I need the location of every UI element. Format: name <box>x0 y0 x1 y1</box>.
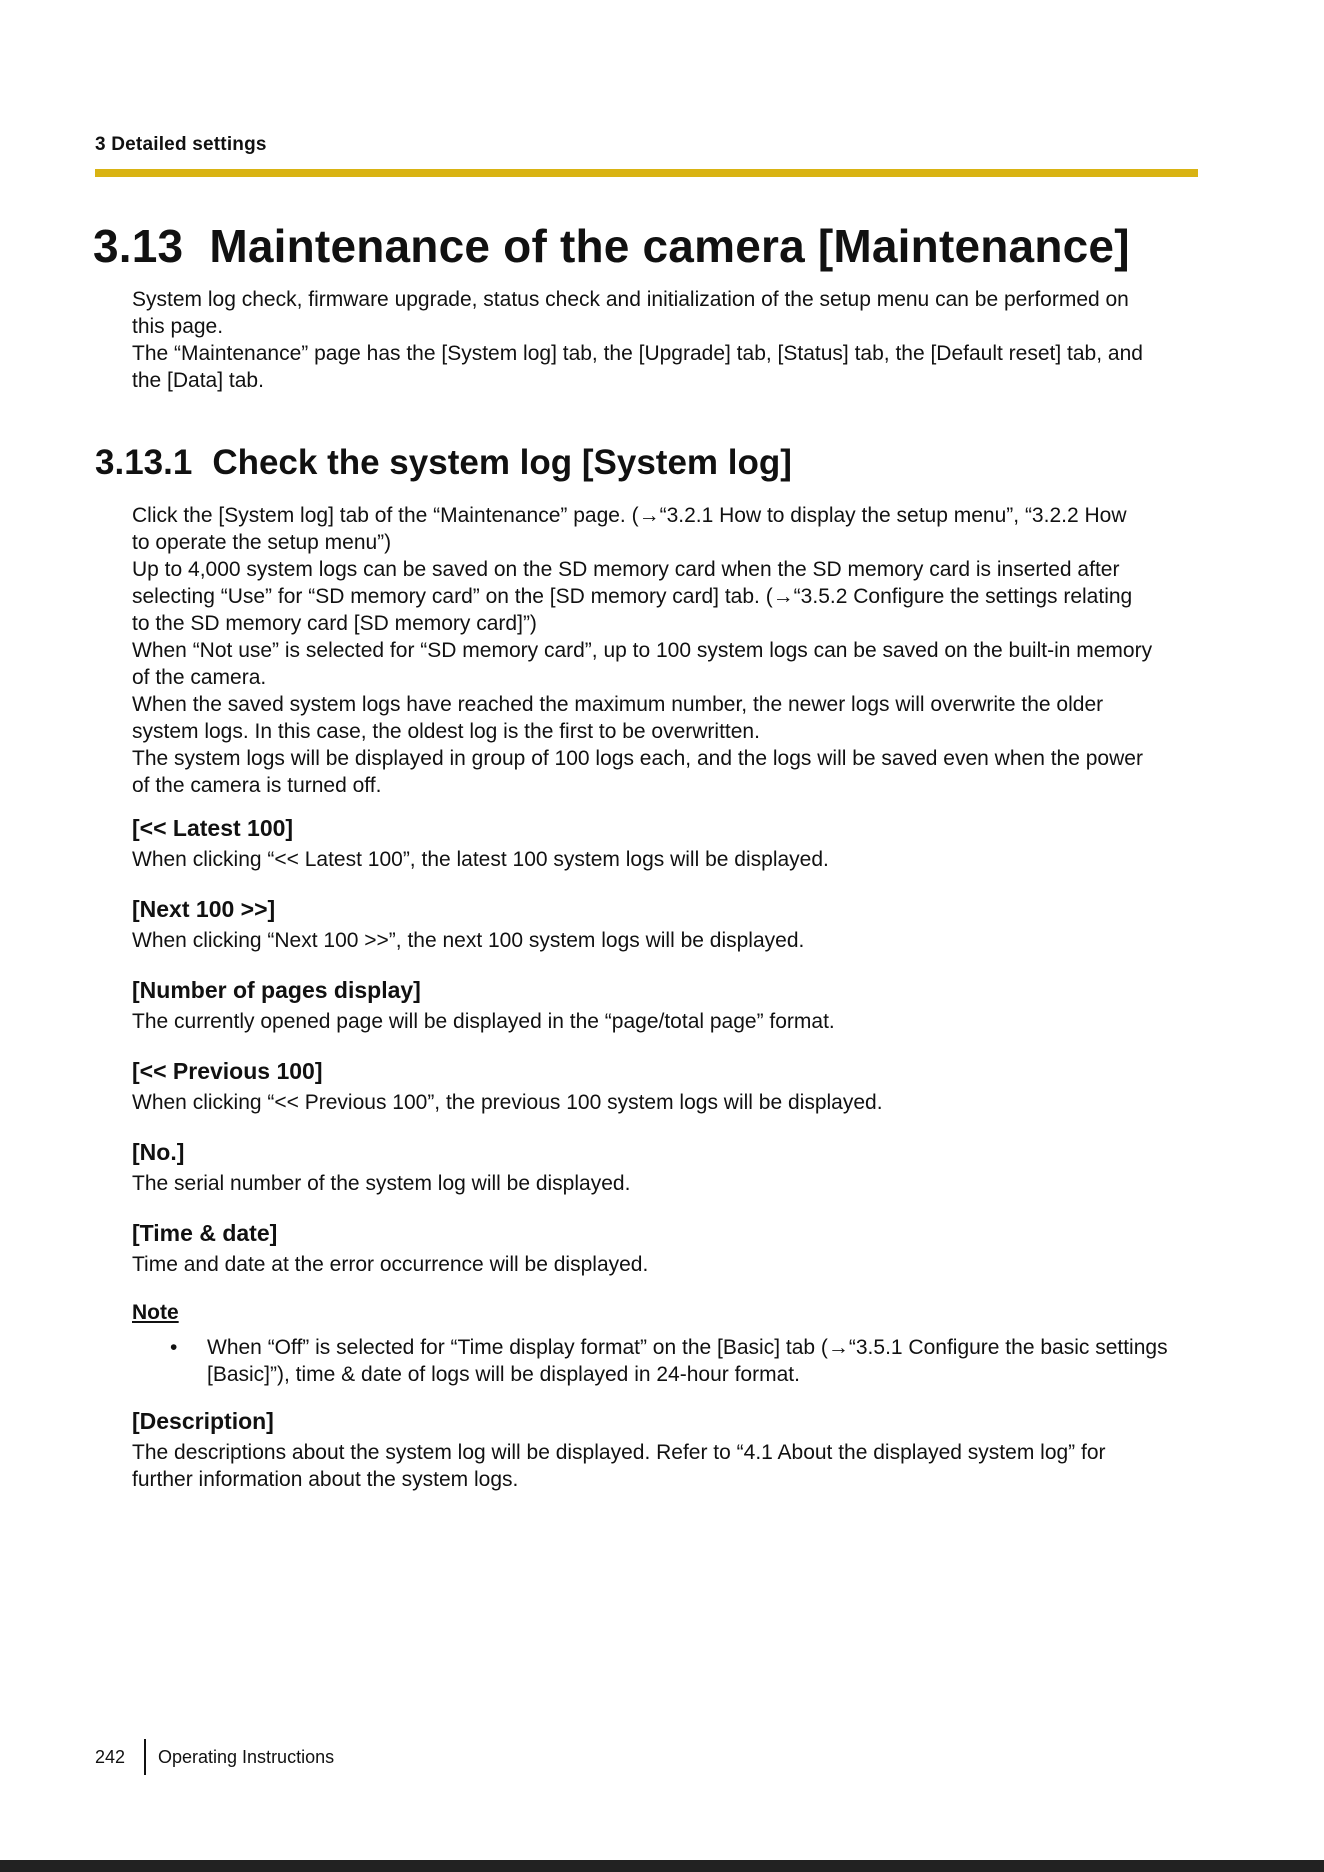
body-line: When “Not use” is selected for “SD memory card”, up to 100 system logs can be saved on the built-in memory <box>132 639 1153 662</box>
section-number: 3.13 <box>93 220 184 272</box>
page-bottom-edge <box>0 1860 1324 1872</box>
footer-page-number: 242 <box>95 1747 126 1767</box>
item-heading: [Number of pages display] <box>132 977 421 1003</box>
item-heading: [<< Latest 100] <box>132 815 294 841</box>
footer-divider <box>144 1739 146 1775</box>
note-line: When “Off” is selected for “Time display format” on the [Basic] tab (→“3.5.1 Configure the basic settings <box>207 1336 1168 1359</box>
intro-line: System log check, firmware upgrade, status check and initialization of the setup menu can be performed on <box>132 288 1129 311</box>
item-description: further information about the system logs. <box>132 1468 519 1491</box>
item-latest-100 <box>132 813 1212 873</box>
body-line: to operate the setup menu”) <box>132 531 392 554</box>
intro-line: The “Maintenance” page has the [System log] tab, the [Upgrade] tab, [Status] tab, the [Default reset] tab, and <box>132 342 1143 365</box>
item-heading: [Time & date] <box>132 1220 278 1246</box>
note-text <box>207 1334 1212 1388</box>
item-heading: [<< Previous 100] <box>132 1058 323 1084</box>
item-description: The descriptions about the system log will be displayed. Refer to “4.1 About the displayed system log” for <box>132 1441 1106 1464</box>
body-line: selecting “Use” for “SD memory card” on the [SD memory card] tab. (→“3.5.2 Configure the settings relating <box>132 585 1133 608</box>
body-line: of the camera. <box>132 666 267 689</box>
subsection-title-text: Check the system log [System log] <box>212 443 792 482</box>
item-description: Time and date at the error occurrence will be displayed. <box>132 1253 649 1276</box>
item-no <box>132 1137 1212 1197</box>
item-time-date <box>132 1218 1212 1278</box>
body-line: to the SD memory card [SD memory card]”) <box>132 612 537 635</box>
note-line: [Basic]”), time & date of logs will be displayed in 24-hour format. <box>207 1363 800 1386</box>
bullet-icon: • <box>170 1336 178 1359</box>
subsection-number: 3.13.1 <box>95 443 193 482</box>
item-description-field <box>132 1406 1212 1493</box>
item-next-100 <box>132 894 1212 954</box>
note-label: Note <box>132 1301 179 1324</box>
footer-doc-title: Operating Instructions <box>158 1747 335 1767</box>
item-previous-100 <box>132 1056 1212 1116</box>
intro-line: the [Data] tab. <box>132 369 264 392</box>
item-heading: [No.] <box>132 1139 185 1165</box>
body-line: Click the [System log] tab of the “Maintenance” page. (→“3.2.1 How to display the setup menu”, “3.2.2 How <box>132 504 1127 527</box>
header-rule <box>95 169 1198 177</box>
section-intro <box>132 286 1212 394</box>
item-number-of-pages <box>132 975 1212 1035</box>
item-description: The serial number of the system log will be displayed. <box>132 1172 631 1195</box>
item-description: The currently opened page will be displayed in the “page/total page” format. <box>132 1010 835 1033</box>
item-description: When clicking “<< Previous 100”, the previous 100 system logs will be displayed. <box>132 1091 883 1114</box>
subsection-title <box>95 443 792 483</box>
note-block <box>132 1299 1212 1388</box>
section-title-text: Maintenance of the camera [Maintenance] <box>209 220 1130 272</box>
section-title <box>93 219 1130 273</box>
body-line: The system logs will be displayed in group of 100 logs each, and the logs will be saved even when the power <box>132 747 1143 770</box>
body-line: system logs. In this case, the oldest log is the first to be overwritten. <box>132 720 760 743</box>
item-heading: [Description] <box>132 1408 274 1434</box>
subsection-body <box>132 502 1212 799</box>
page-header: 3 Detailed settings <box>95 134 267 155</box>
body-line: of the camera is turned off. <box>132 774 382 797</box>
item-heading: [Next 100 >>] <box>132 896 276 922</box>
intro-line: this page. <box>132 315 224 338</box>
body-line: When the saved system logs have reached the maximum number, the newer logs will overwrite the older <box>132 693 1104 716</box>
body-line: Up to 4,000 system logs can be saved on the SD memory card when the SD memory card is inserted after <box>132 558 1120 581</box>
item-description: When clicking “Next 100 >>”, the next 100 system logs will be displayed. <box>132 929 805 952</box>
item-description: When clicking “<< Latest 100”, the latest 100 system logs will be displayed. <box>132 848 829 871</box>
note-bullet-row <box>132 1334 1212 1388</box>
